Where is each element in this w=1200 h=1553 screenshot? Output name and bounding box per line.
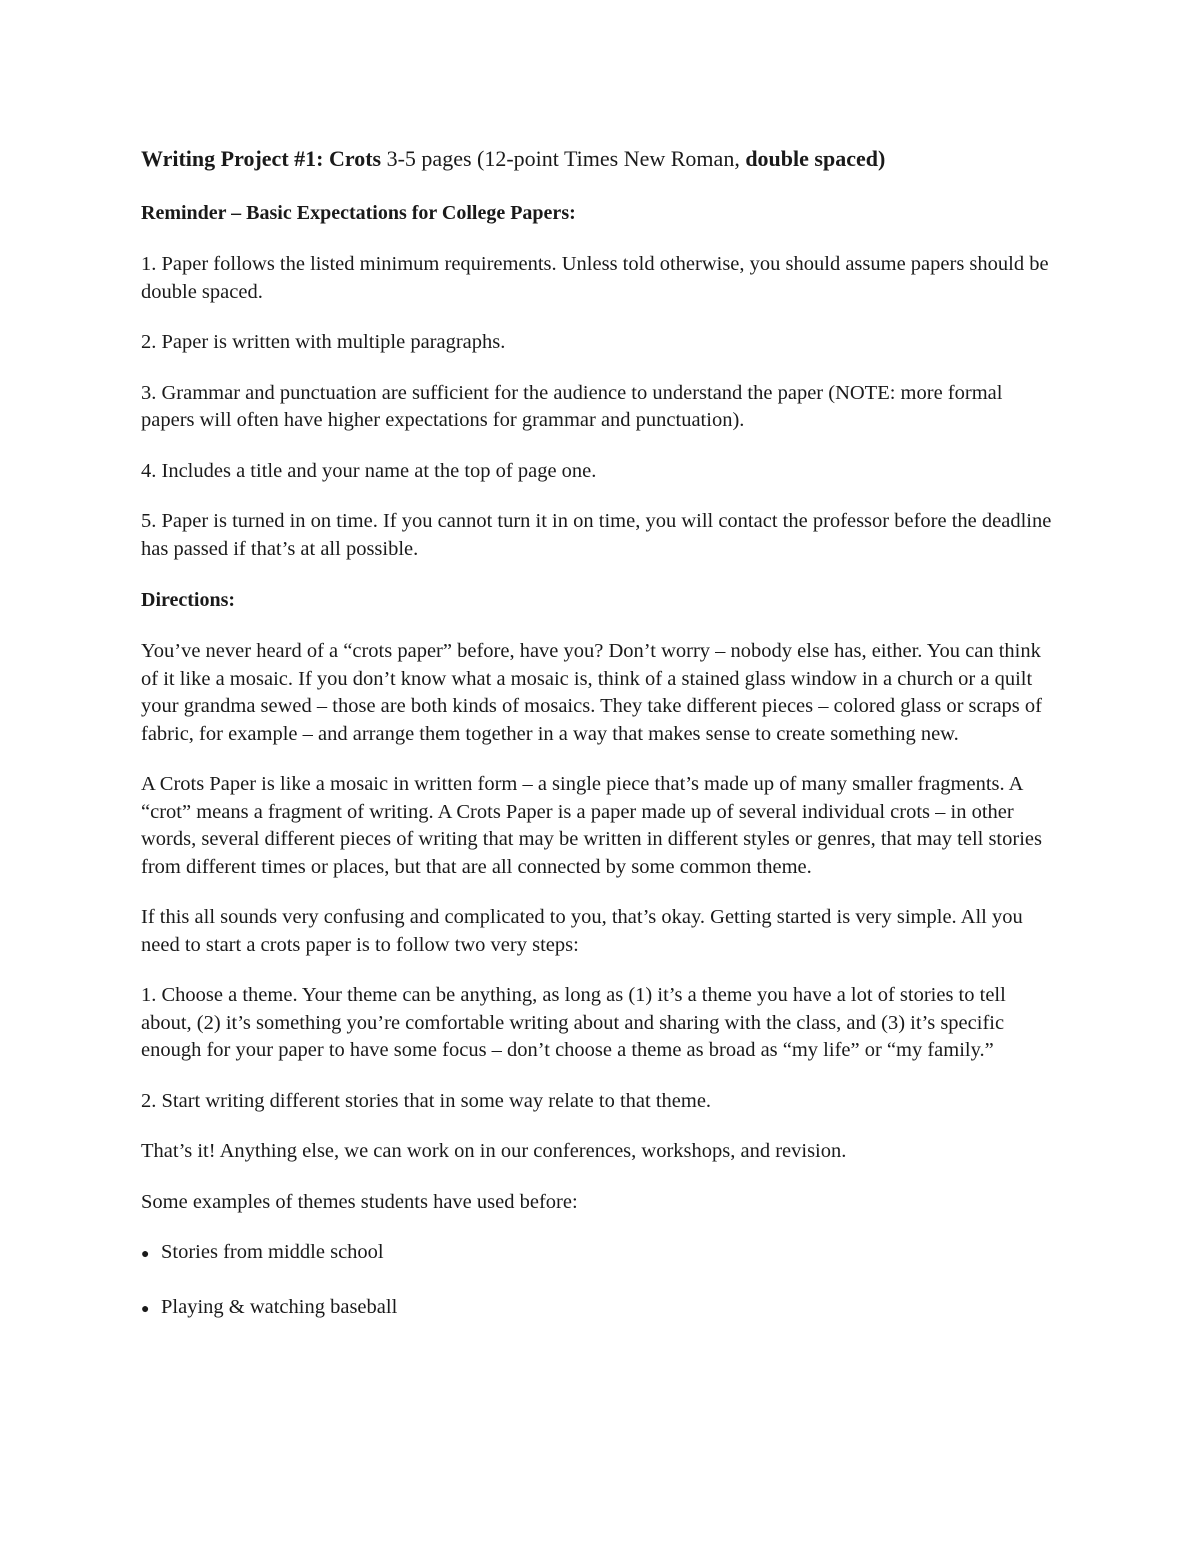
bullet-icon: ● (141, 1247, 150, 1262)
directions-paragraph-1: You’ve never heard of a “crots paper” before, have you? Don’t worry – nobody else has, either. You can think of it like a mosaic. If you don’t know what a mosaic is, think of a stained glass window in a church or a quilt your grandma sewed – those are both kinds of mosaics. They take different pieces – colored glass or scraps of fabric, for example – and arrange them together in a way that makes sense to create something new. (141, 640, 1042, 745)
document-page (141, 143, 1061, 1348)
list-item (141, 1294, 1061, 1324)
theme-examples-list (141, 1239, 1061, 1323)
reminder-item-5: 5. Paper is turned in on time. If you cannot turn it in on time, you will contact the professor before the deadline has passed if that’s at all possible. (141, 510, 1052, 560)
directions-paragraph-3: If this all sounds very confusing and complicated to you, that’s okay. Getting started is very simple. All you need to start a crots paper is to follow two very steps: (141, 906, 1023, 956)
title-part-2: 3-5 pages (12-point Times New Roman, (381, 146, 746, 171)
list-item (141, 1239, 1061, 1269)
title-part-1: Writing Project #1: Crots (141, 146, 382, 171)
directions-step-2: 2. Start writing different stories that in some way relate to that theme. (141, 1089, 712, 1112)
reminder-item-4: 4. Includes a title and your name at the top of page one. (141, 459, 597, 482)
title-part-3: double spaced) (745, 146, 886, 171)
theme-example-text: Playing & watching baseball (161, 1295, 398, 1318)
directions-paragraph-closing: That’s it! Anything else, we can work on in our conferences, workshops, and revision. (141, 1140, 847, 1162)
reminder-heading: Reminder – Basic Expectations for College Papers: (141, 202, 576, 224)
page-title (141, 143, 1061, 175)
reminder-item-1: 1. Paper follows the listed minimum requirements. Unless told otherwise, you should assume papers should be double spaced. (141, 253, 1049, 303)
theme-example-text: Stories from middle school (161, 1241, 384, 1263)
directions-examples-intro: Some examples of themes students have used before: (141, 1190, 578, 1213)
bullet-icon: ● (141, 1301, 150, 1317)
reminder-item-3: 3. Grammar and punctuation are sufficient for the audience to understand the paper (NOTE: more formal papers will often have higher expectations for grammar and punctuation). (141, 381, 1003, 431)
directions-paragraph-2: A Crots Paper is like a mosaic in written form – a single piece that’s made up of many smaller fragments. A “crot” means a fragment of writing. A Crots Paper is a paper made up of several individual crots – in other words, several different pieces of writing that may be written in different styles or genres, that may tell stories from different times or places, but that are all connected by some common theme. (141, 773, 1042, 878)
directions-step-1: 1. Choose a theme. Your theme can be anything, as long as (1) it’s a theme you have a lot of stories to tell about, (2) it’s something you’re comfortable writing about and sharing with the class, and (3) it’s specific enough for your paper to have some focus – don’t choose a theme as broad as “my life” or “my family.” (141, 984, 1006, 1061)
directions-heading: Directions: (141, 589, 236, 611)
reminder-item-2: 2. Paper is written with multiple paragraphs. (141, 331, 506, 353)
